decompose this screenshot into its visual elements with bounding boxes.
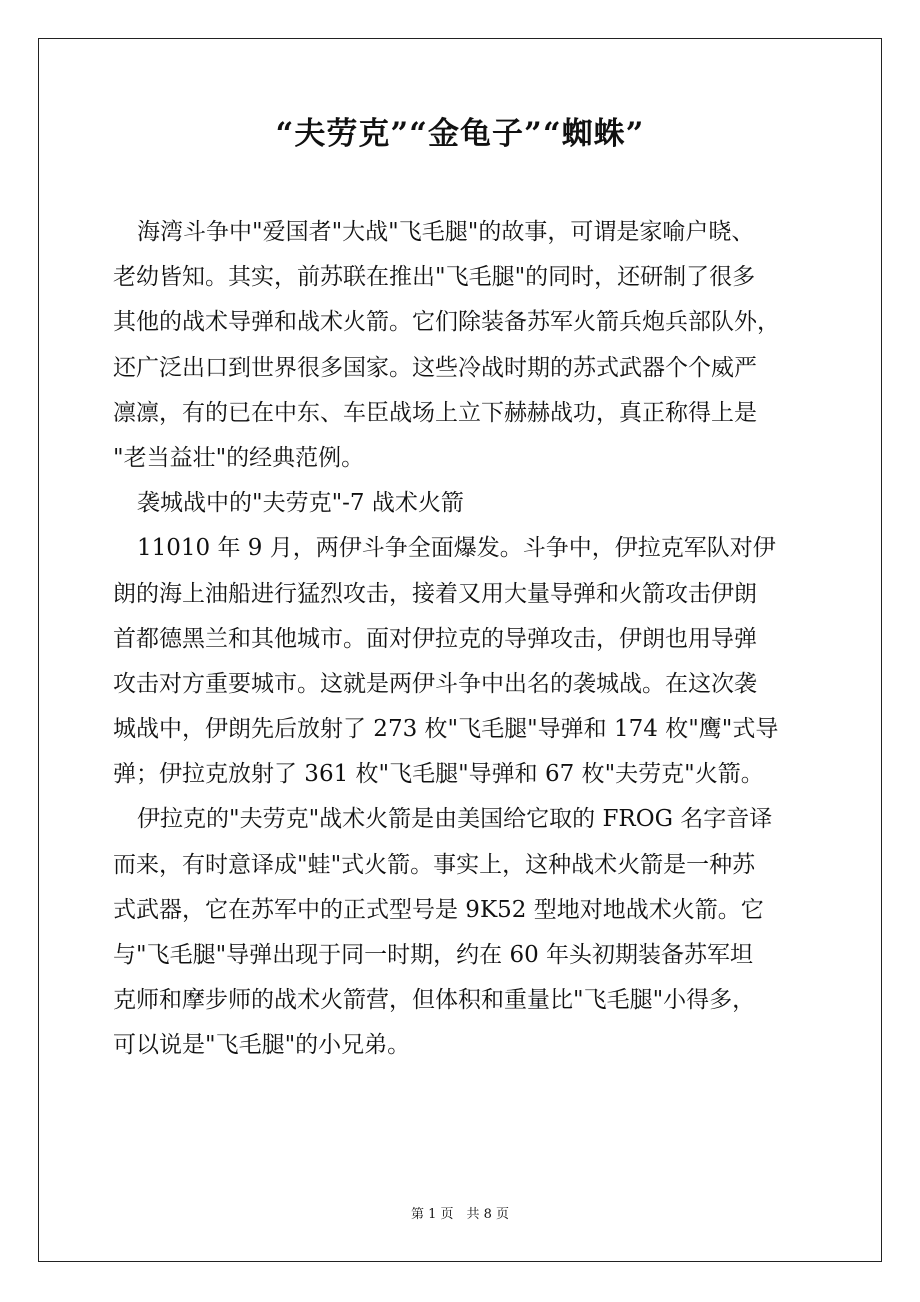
text-line: 海湾斗争中"爱国者"大战"飞毛腿"的故事，可谓是家喻户晓、	[137, 219, 755, 245]
text-line: 弹；伊拉克放射了 361 枚"飞毛腿"导弹和 67 枚"夫劳克"火箭。	[113, 761, 764, 788]
section-heading: 袭城战中的"夫劳克"-7 战术火箭	[137, 490, 464, 517]
text-line: 与"飞毛腿"导弹出现于同一时期，约在 60 年头初期装备苏军坦	[113, 942, 754, 968]
text-line: 可以说是"飞毛腿"的小兄弟。	[113, 1032, 411, 1059]
text-line: 还广泛出口到世界很多国家。这些冷战时期的苏式武器个个威严	[113, 354, 757, 381]
text-line: 克师和摩步师的战术火箭营，但体积和重量比"飞毛腿"小得多，	[113, 987, 756, 1014]
body-text	[113, 210, 813, 1069]
text-line: 朗的海上油船进行猛烈攻击，接着又用大量导弹和火箭攻击伊朗	[113, 580, 757, 607]
text-line: 攻击对方重要城市。这就是两伊斗争中出名的袭城战。在这次袭	[113, 670, 757, 697]
text-line: 老幼皆知。其实，前苏联在推出"飞毛腿"的同时，还研制了很多	[113, 264, 756, 291]
text-line: 而来，有时意译成"蛙"式火箭。事实上，这种战术火箭是一种苏	[113, 851, 756, 878]
text-line: 城战中，伊朗先后放射了 273 枚"飞毛腿"导弹和 174 枚"鹰"式导	[113, 716, 779, 743]
document-title: “夫劳克”“金龟子”“蜘蛛”	[275, 116, 645, 152]
text-line: 凛凛，有的已在中东、车臣战场上立下赫赫战功，真正称得上是	[113, 399, 757, 426]
text-line: 伊拉克的"夫劳克"战术火箭是由美国给它取的 FROG 名字音译	[137, 806, 773, 833]
page-footer: 第 1 页 共 8 页	[410, 1207, 510, 1222]
text-line: 其他的战术导弹和战术火箭。它们除装备苏军火箭兵炮兵部队外，	[113, 309, 780, 336]
text-line: 11010 年 9 月，两伊斗争全面爆发。斗争中，伊拉克军队对伊	[137, 535, 776, 562]
text-line: "老当益壮"的经典范例。	[113, 444, 365, 471]
text-line: 式武器，它在苏军中的正式型号是 9K52 型地对地战术火箭。它	[113, 896, 764, 923]
text-line: 首都德黑兰和其他城市。面对伊拉克的导弹攻击，伊朗也用导弹	[113, 625, 757, 652]
